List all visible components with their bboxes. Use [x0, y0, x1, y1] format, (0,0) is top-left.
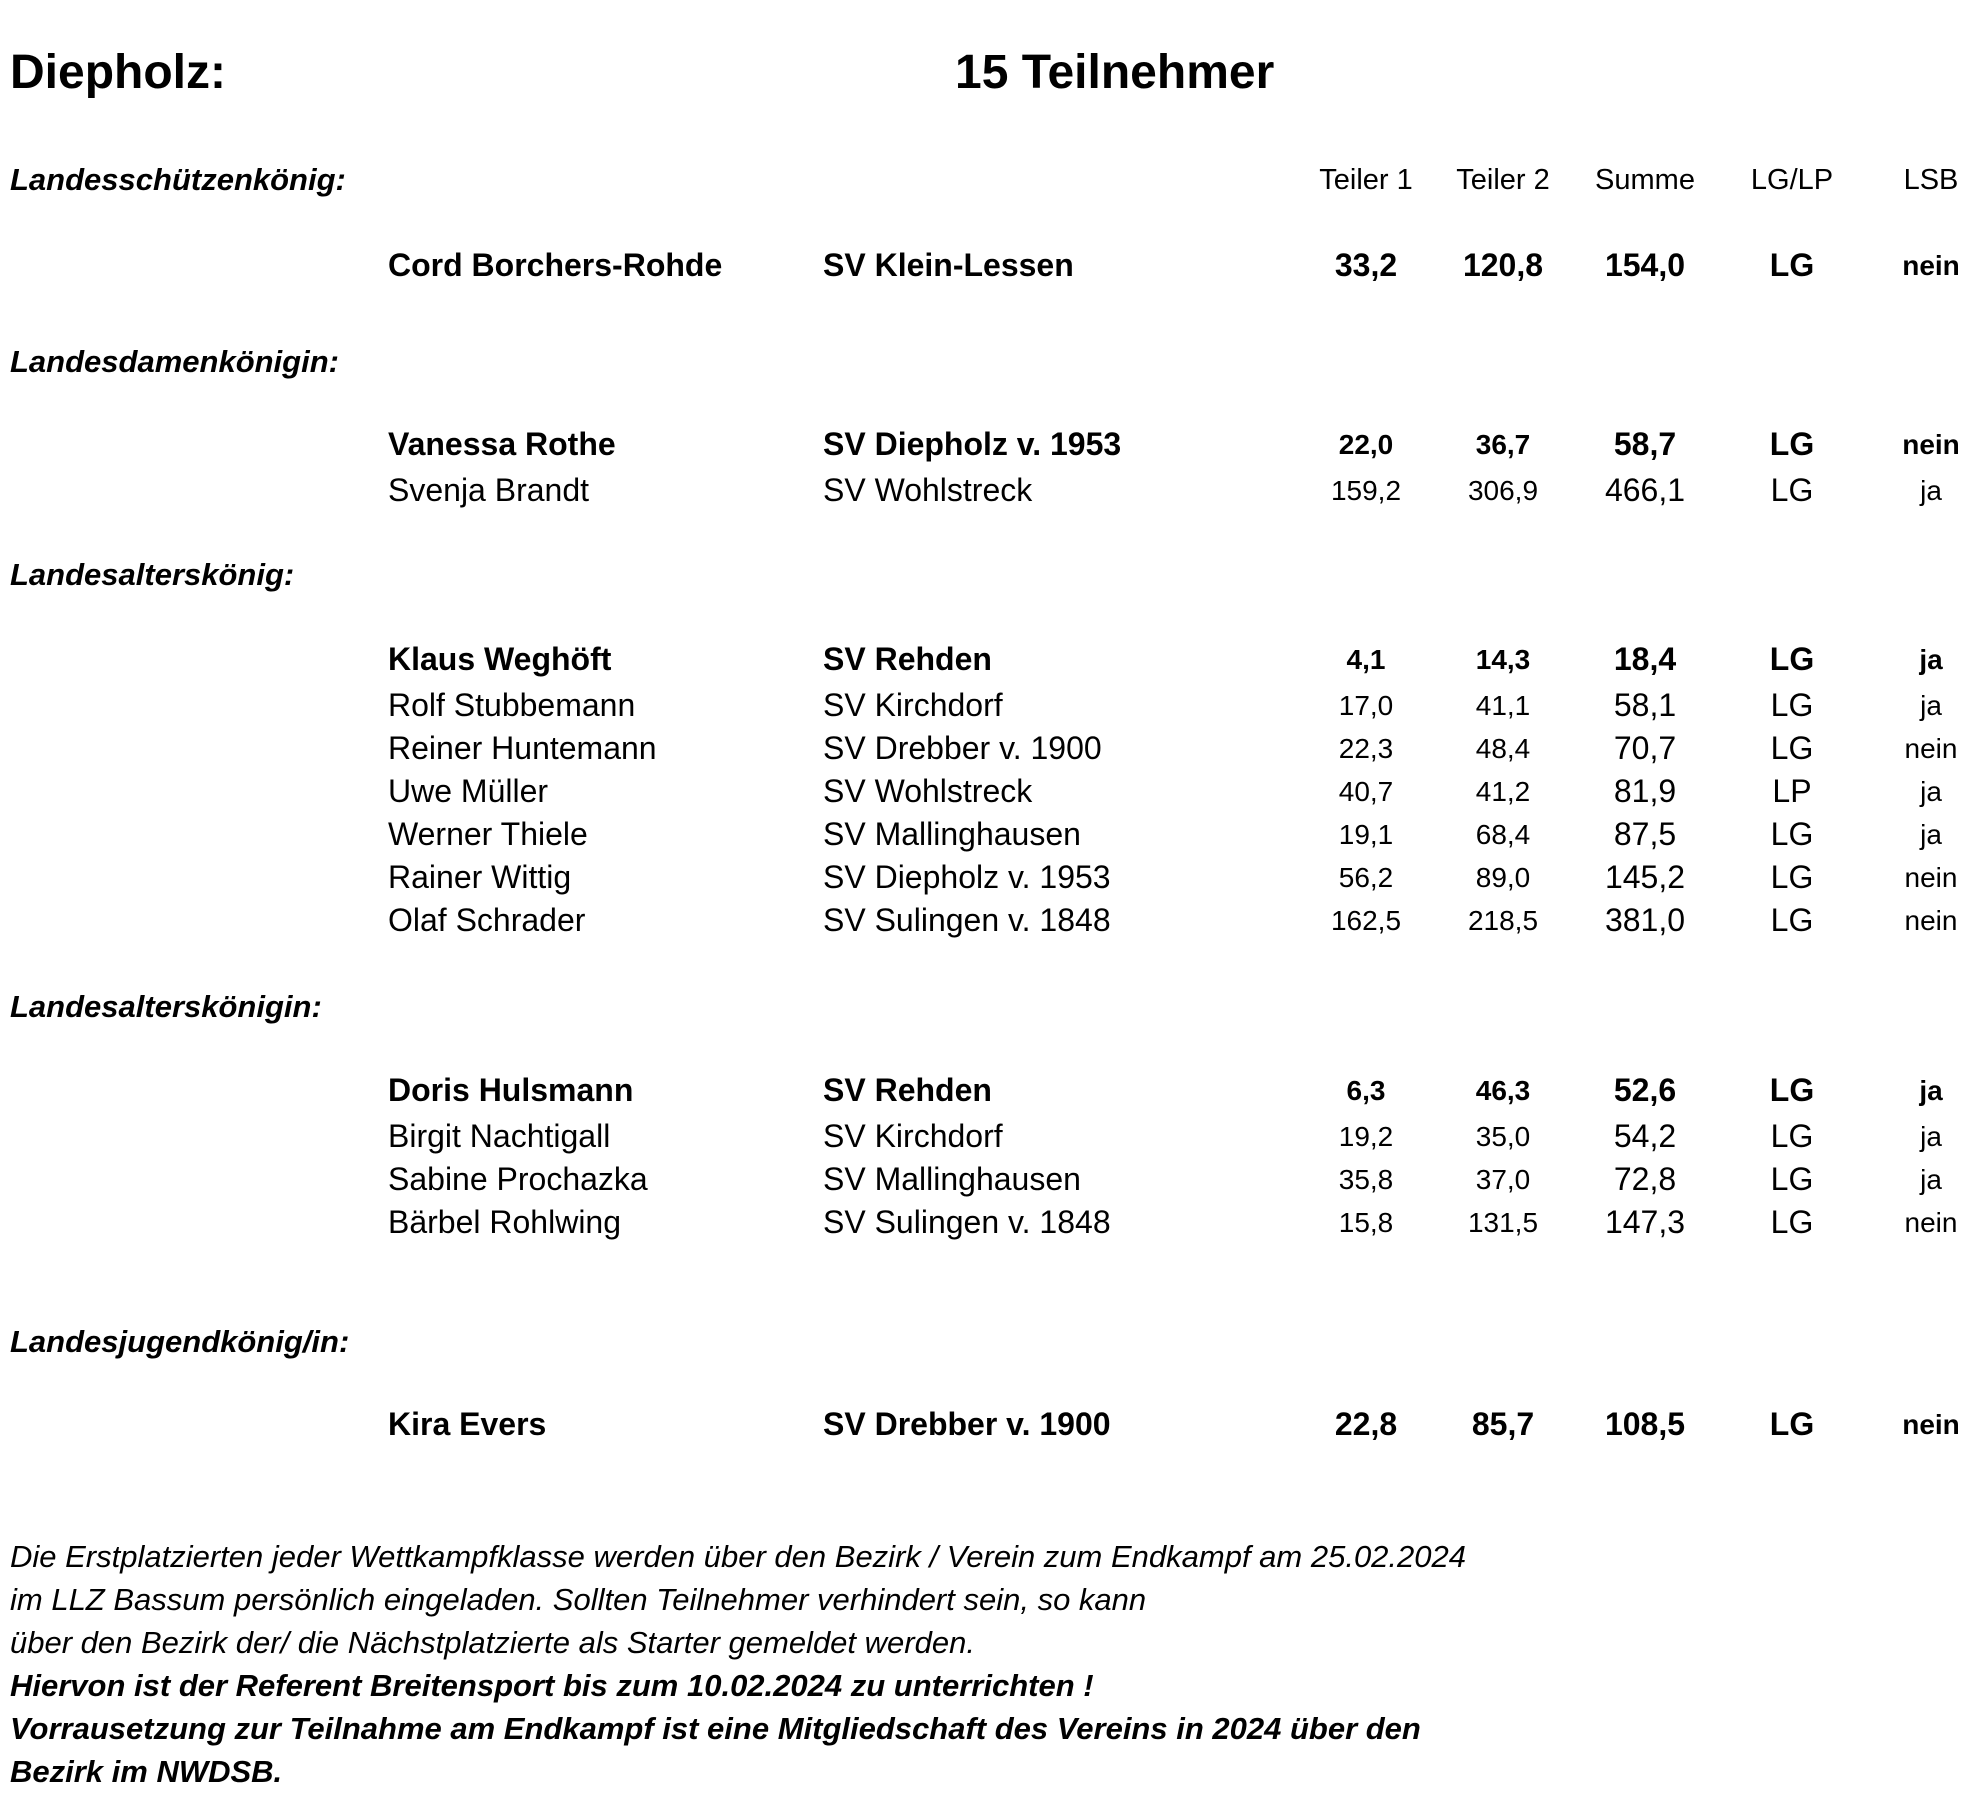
teiler1-value: 35,8: [1338, 1164, 1394, 1195]
sum-value: 58,1: [1613, 687, 1677, 723]
lsb-value: ja: [1919, 644, 1943, 675]
teiler1-value: 22,8: [1334, 1406, 1398, 1442]
lsb-value: nein: [1904, 1207, 1958, 1238]
lsb-value: ja: [1920, 819, 1942, 850]
weapon-value: LG: [1769, 426, 1815, 462]
weapon-value: LG: [1769, 1072, 1815, 1108]
weapon-value: LG: [1770, 687, 1814, 723]
club-name: SV Wohlstreck: [823, 773, 1033, 809]
teiler1-value: 40,7: [1338, 776, 1394, 807]
weapon-value: LG: [1770, 730, 1814, 766]
club-name: SV Diepholz v. 1953: [823, 426, 1122, 462]
column-header-summe: Summe: [1595, 164, 1695, 196]
teiler2-value: 48,4: [1475, 733, 1531, 764]
teiler1-value: 15,8: [1338, 1207, 1394, 1238]
teiler2-value: 120,8: [1462, 247, 1544, 283]
lsb-value: nein: [1904, 862, 1958, 893]
lsb-value: nein: [1902, 1409, 1960, 1440]
shooter-name: Birgit Nachtigall: [388, 1118, 611, 1154]
shooter-name: Uwe Müller: [388, 773, 549, 809]
teiler1-value: 22,3: [1338, 733, 1394, 764]
club-name: SV Kirchdorf: [823, 687, 1003, 723]
shooter-name: Rainer Wittig: [388, 859, 572, 895]
teiler1-value: 6,3: [1346, 1075, 1386, 1106]
sum-value: 70,7: [1613, 730, 1677, 766]
sum-value: 381,0: [1604, 902, 1686, 938]
footer-requirement-note: Bezirk im NWDSB.: [10, 1754, 283, 1789]
shooter-name: Bärbel Rohlwing: [388, 1204, 622, 1240]
weapon-value: LG: [1769, 247, 1815, 283]
lsb-value: nein: [1904, 905, 1958, 936]
teiler2-value: 89,0: [1475, 862, 1531, 893]
club-name: SV Sulingen v. 1848: [823, 1204, 1111, 1240]
teiler1-value: 19,1: [1338, 819, 1394, 850]
teiler1-value: 162,5: [1330, 905, 1402, 936]
footer-note-line: Die Erstplatzierten jeder Wettkampfklasse werden über den Bezirk / Verein zum Endkampf am 25.02.2024: [10, 1539, 1467, 1574]
lsb-value: ja: [1920, 475, 1942, 506]
club-name: SV Drebber v. 1900: [823, 1406, 1111, 1442]
teiler1-value: 17,0: [1338, 690, 1394, 721]
teiler2-value: 85,7: [1471, 1406, 1535, 1442]
club-name: SV Rehden: [823, 641, 992, 677]
sum-value: 466,1: [1604, 472, 1686, 508]
weapon-value: LG: [1769, 1406, 1815, 1442]
club-name: SV Klein-Lessen: [823, 247, 1074, 283]
shooter-name: Vanessa Rothe: [388, 426, 616, 462]
weapon-value: LG: [1770, 1118, 1814, 1154]
teiler2-value: 41,1: [1475, 690, 1531, 721]
shooter-name: Werner Thiele: [388, 816, 588, 852]
column-header-lsb: LSB: [1903, 164, 1959, 196]
club-name: SV Sulingen v. 1848: [823, 902, 1111, 938]
weapon-value: LG: [1770, 902, 1814, 938]
lsb-value: ja: [1919, 1075, 1943, 1106]
shooter-name: Doris Hulsmann: [388, 1072, 634, 1108]
shooter-name: Svenja Brandt: [388, 472, 590, 508]
lsb-value: ja: [1920, 776, 1942, 807]
sum-value: 54,2: [1613, 1118, 1677, 1154]
sum-value: 147,3: [1604, 1204, 1686, 1240]
sum-value: 81,9: [1613, 773, 1677, 809]
sum-value: 108,5: [1604, 1406, 1686, 1442]
teiler1-value: 159,2: [1330, 475, 1402, 506]
weapon-value: LP: [1772, 773, 1812, 809]
teiler2-value: 68,4: [1475, 819, 1531, 850]
shooter-name: Reiner Huntemann: [388, 730, 657, 766]
section-title: Landesjugendkönig/in:: [10, 1324, 350, 1359]
participant-count: 15 Teilnehmer: [955, 46, 1275, 99]
teiler2-value: 41,2: [1475, 776, 1531, 807]
club-name: SV Wohlstreck: [823, 472, 1033, 508]
sum-value: 58,7: [1613, 426, 1677, 462]
shooter-name: Cord Borchers-Rohde: [388, 247, 723, 283]
teiler2-value: 36,7: [1475, 429, 1531, 460]
weapon-value: LG: [1770, 1161, 1814, 1197]
sum-value: 145,2: [1604, 859, 1686, 895]
club-name: SV Mallinghausen: [823, 816, 1081, 852]
teiler1-value: 22,0: [1338, 429, 1394, 460]
club-name: SV Rehden: [823, 1072, 992, 1108]
lsb-value: nein: [1902, 429, 1960, 460]
teiler2-value: 14,3: [1475, 644, 1531, 675]
shooter-name: Klaus Weghöft: [388, 641, 612, 677]
lsb-value: nein: [1904, 733, 1958, 764]
sum-value: 87,5: [1613, 816, 1677, 852]
weapon-value: LG: [1769, 641, 1815, 677]
lsb-value: ja: [1920, 1121, 1942, 1152]
weapon-value: LG: [1770, 472, 1814, 508]
club-name: SV Kirchdorf: [823, 1118, 1003, 1154]
shooter-name: Olaf Schrader: [388, 902, 586, 938]
teiler2-value: 218,5: [1467, 905, 1539, 936]
shooter-name: Rolf Stubbemann: [388, 687, 636, 723]
club-name: SV Mallinghausen: [823, 1161, 1081, 1197]
teiler2-value: 46,3: [1475, 1075, 1531, 1106]
shooter-name: Kira Evers: [388, 1406, 547, 1442]
weapon-value: LG: [1770, 859, 1814, 895]
section-title: Landesalterskönigin:: [10, 989, 322, 1024]
club-name: SV Diepholz v. 1953: [823, 859, 1111, 895]
teiler2-value: 37,0: [1475, 1164, 1531, 1195]
weapon-value: LG: [1770, 816, 1814, 852]
footer-deadline-note: Hiervon ist der Referent Breitensport bis zum 10.02.2024 zu unterrichten !: [10, 1668, 1094, 1703]
lsb-value: ja: [1920, 690, 1942, 721]
lsb-value: nein: [1902, 250, 1960, 281]
footer-note-line: im LLZ Bassum persönlich eingeladen. Sollten Teilnehmer verhindert sein, so kann: [10, 1582, 1147, 1617]
footer-requirement-note: Vorrausetzung zur Teilnahme am Endkampf ist eine Mitgliedschaft des Vereins in 2024 über den: [10, 1711, 1421, 1746]
column-header-lglp: LG/LP: [1750, 164, 1834, 196]
sum-value: 154,0: [1604, 247, 1686, 283]
footer-note-line: über den Bezirk der/ die Nächstplatzierte als Starter gemeldet werden.: [10, 1625, 975, 1660]
teiler2-value: 306,9: [1467, 475, 1539, 506]
column-header-teiler1: Teiler 1: [1319, 164, 1413, 196]
teiler1-value: 56,2: [1338, 862, 1394, 893]
section-title: Landesschützenkönig:: [10, 162, 346, 197]
weapon-value: LG: [1770, 1204, 1814, 1240]
teiler2-value: 131,5: [1467, 1207, 1539, 1238]
lsb-value: ja: [1920, 1164, 1942, 1195]
sum-value: 72,8: [1613, 1161, 1677, 1197]
section-title: Landesdamenkönigin:: [10, 344, 339, 379]
section-title: Landesalterskönig:: [10, 557, 295, 592]
club-name: SV Drebber v. 1900: [823, 730, 1102, 766]
shooter-name: Sabine Prochazka: [388, 1161, 648, 1197]
sum-value: 52,6: [1613, 1072, 1677, 1108]
column-header-teiler2: Teiler 2: [1456, 164, 1550, 196]
teiler1-value: 19,2: [1338, 1121, 1394, 1152]
teiler1-value: 4,1: [1346, 644, 1386, 675]
district-title: Diepholz:: [10, 46, 226, 99]
sum-value: 18,4: [1613, 641, 1677, 677]
teiler1-value: 33,2: [1334, 247, 1398, 283]
teiler2-value: 35,0: [1475, 1121, 1531, 1152]
